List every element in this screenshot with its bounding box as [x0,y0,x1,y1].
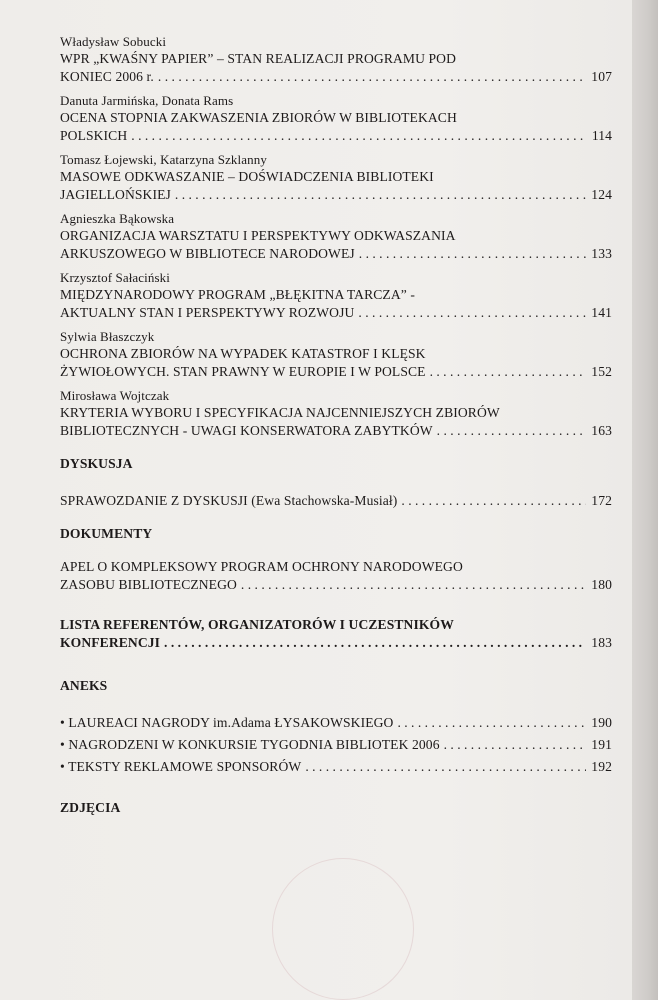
toc-entry [60,270,612,322]
dot-leader [158,68,586,86]
toc-entry [60,388,612,440]
dot-leader [164,634,586,652]
section-heading-dokumenty: DOKUMENTY [60,526,153,541]
dot-leader [437,422,586,440]
entry-title-lastline [60,127,612,145]
entry-title-line: MIĘDZYNARODOWY PROGRAM „BŁĘKITNA TARCZA” - [60,287,416,302]
entry-title-end: BIBLIOTECZNYCH - UWAGI KONSERWATORA ZABYTKÓW [60,423,433,438]
entry-title-line: ORGANIZACJA WARSZTATU I PERSPEKTYWY ODKWASZANIA [60,228,456,243]
entry-author: Tomasz Łojewski, Katarzyna Szklanny [60,152,267,167]
entry-page-number: 124 [591,187,612,202]
entry-page-number: 192 [591,759,612,774]
dot-leader [131,127,586,145]
toc-entry [60,93,612,145]
aneks-item-title: • LAUREACI NAGRODY im.Adama ŁYSAKOWSKIEGO [60,714,393,732]
entry-title-line: MASOWE ODKWASZANIE – DOŚWIADCZENIA BIBLIOTEKI [60,169,434,184]
toc-entry-dokumenty [60,558,612,594]
page-edge [632,0,658,1000]
toc-entry [60,211,612,263]
toc-entry-dyskusja [60,492,612,510]
entry-title-lastline [60,245,612,263]
entry-author: Krzysztof Sałaciński [60,270,170,285]
entry-title-line: OCHRONA ZBIORÓW NA WYPADEK KATASTROF I KLĘSK [60,346,426,361]
entry-title-end: SPRAWOZDANIE Z DYSKUSJI (Ewa Stachowska-Musiał) [60,493,398,508]
entry-title-line: KRYTERIA WYBORU I SPECYFIKACJA NAJCENNIEJSZYCH ZBIORÓW [60,405,500,420]
aneks-item [60,758,612,776]
section-heading-zdjecia: ZDJĘCIA [60,800,121,815]
dot-leader [359,245,586,263]
entry-title-end: POLSKICH [60,128,128,143]
entry-page-number: 163 [591,423,612,438]
dot-leader [444,736,586,754]
entry-author: Władysław Sobucki [60,34,167,49]
aneks-item-title: • TEKSTY REKLAMOWE SPONSORÓW [60,758,301,776]
dot-leader [175,186,586,204]
aneks-item [60,714,612,732]
entry-author: Sylwia Błaszczyk [60,329,155,344]
entry-author: Agnieszka Bąkowska [60,211,175,226]
library-stamp [272,858,414,1000]
entry-title-line: WPR „KWAŚNY PAPIER” – STAN REALIZACJI PROGRAMU POD [60,51,457,66]
entry-page-number: 190 [591,715,612,730]
entry-title-line: LISTA REFERENTÓW, ORGANIZATORÓW I UCZESTNIKÓW [60,617,454,632]
section-heading-dyskusja: DYSKUSJA [60,456,133,471]
entry-page-number: 183 [591,635,612,650]
dot-leader [397,714,586,732]
entry-page-number: 191 [591,737,612,752]
entry-page-number: 172 [591,493,612,508]
entry-title-end: JAGIELLOŃSKIEJ [60,187,171,202]
aneks-item-title: • NAGRODZENI W KONKURSIE TYGODNIA BIBLIOTEK 2006 [60,736,440,754]
entry-title-end: ARKUSZOWEGO W BIBLIOTECE NARODOWEJ [60,246,355,261]
entry-title-end: ZASOBU BIBLIOTECZNEGO [60,577,237,592]
aneks-item [60,736,612,754]
entry-title-end: ŻYWIOŁOWYCH. STAN PRAWNY W EUROPIE I W POLSCE [60,364,426,379]
toc-entry [60,329,612,381]
entry-title-end: KONFERENCJI [60,635,161,650]
section-heading-aneks: ANEKS [60,678,108,693]
entry-title-end: KONIEC 2006 r. [60,69,154,84]
entry-title-line: OCENA STOPNIA ZAKWASZENIA ZBIORÓW W BIBLIOTEKACH [60,110,457,125]
entry-page-number: 152 [591,364,612,379]
entry-title-lastline [60,634,612,652]
entry-page-number: 107 [591,69,612,84]
toc-entry [60,34,612,86]
entry-page-number: 133 [591,246,612,261]
entry-title-line: APEL O KOMPLEKSOWY PROGRAM OCHRONY NARODOWEGO [60,559,463,574]
dot-leader [358,304,586,322]
entry-title-lastline [60,363,612,381]
entry-page-number: 114 [591,128,612,143]
entry-page-number: 141 [591,305,612,320]
dot-leader [401,492,586,510]
dot-leader [305,758,586,776]
entry-page-number: 180 [591,577,612,592]
entry-title-end: AKTUALNY STAN I PERSPEKTYWY ROZWOJU [60,305,355,320]
entry-title-lastline [60,68,612,86]
entry-title-lastline [60,304,612,322]
toc-entry-lista [60,616,612,652]
entry-title-lastline [60,422,612,440]
entry-author: Mirosława Wojtczak [60,388,170,403]
dot-leader [430,363,586,381]
entry-title-lastline [60,576,612,594]
table-of-contents [60,34,612,836]
toc-entry [60,152,612,204]
entry-title-lastline [60,186,612,204]
entry-author: Danuta Jarmińska, Donata Rams [60,93,234,108]
dot-leader [241,576,586,594]
